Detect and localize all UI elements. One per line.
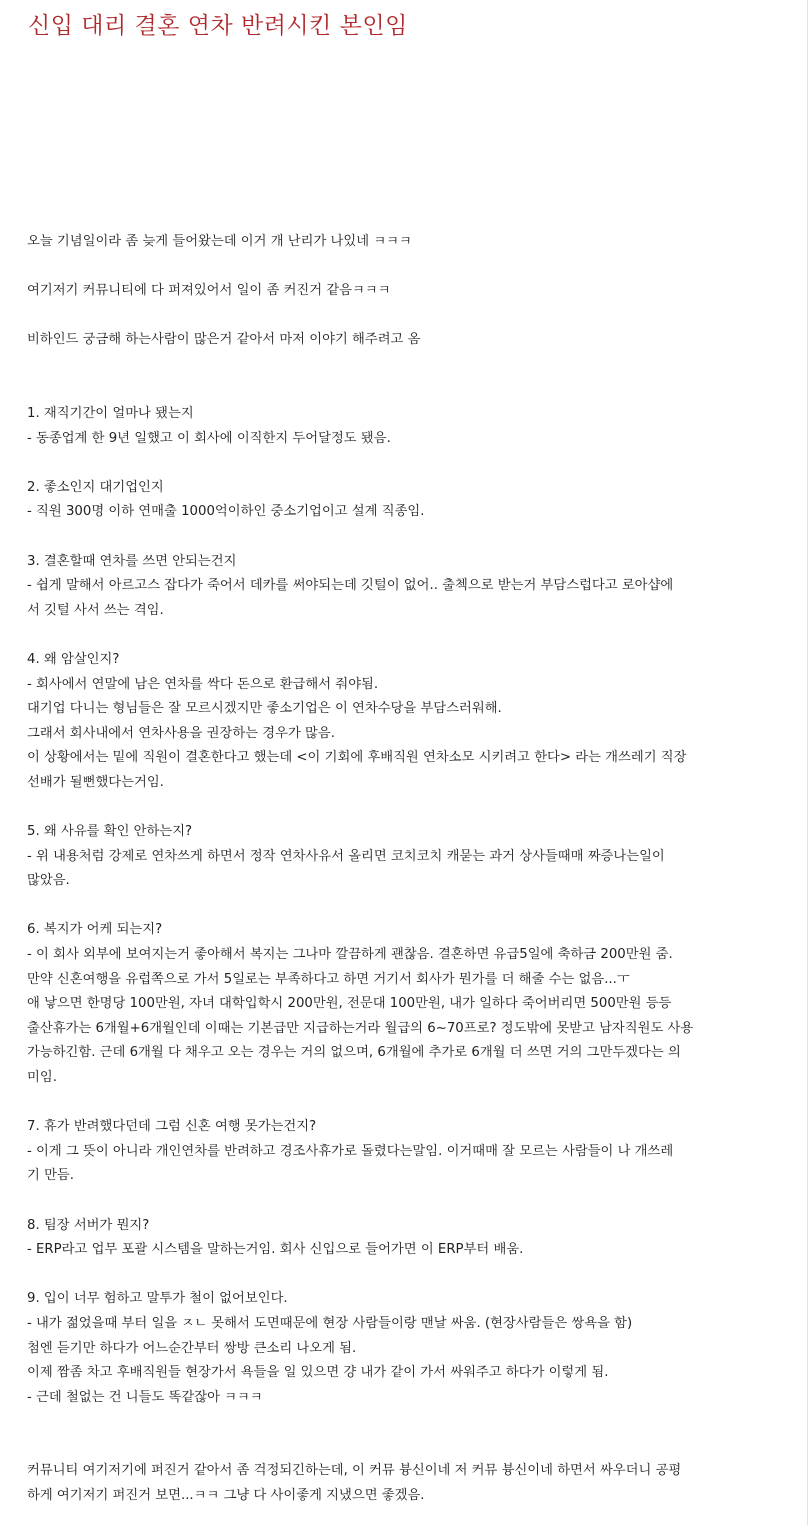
section-answer-line: 가능하긴함. 근데 6개월 다 채우고 오는 경우는 거의 없으며, 6개월에 추가로 6개월 더 쓰면 거의 그만두겠다는 의 bbox=[27, 1045, 681, 1061]
section-answer-line: - 이게 그 뜻이 아니라 개인연차를 반려하고 경조사휴가로 돌렸다는말임. 이거때매 잘 모르는 사람들이 나 개쓰레 bbox=[27, 1143, 674, 1159]
section-answer-line: 애 낳으면 한명당 100만원, 자녀 대학입학시 200만원, 전문대 100만원, 내가 일하다 죽어버리면 500만원 등등 bbox=[27, 996, 672, 1012]
section-question: 1. 재직기간이 얼마나 됐는지 bbox=[27, 405, 194, 421]
outro-line: 커뮤니티 여기저기에 퍼진거 같아서 좀 걱정되긴하는데, 이 커뮤 븅신이네 저 커뮤 븅신이네 하면서 싸우더니 공평 bbox=[27, 1463, 682, 1479]
section-answer-line: - 직원 300명 이하 연매출 1000억이하인 중소기업이고 설계 직종임. bbox=[27, 504, 425, 520]
section-answer-line: - 동종업계 한 9년 일했고 이 회사에 이직한지 두어달정도 됐음. bbox=[27, 430, 391, 446]
section-answer-line: - 위 내용처럼 강제로 연차쓰게 하면서 정작 연차사유서 올리면 코치코치 캐묻는 과거 상사들때매 짜증나는일이 bbox=[27, 848, 665, 864]
section-answer-line: 많았음. bbox=[27, 873, 70, 889]
section-question: 8. 팀장 서버가 뭔지? bbox=[27, 1217, 150, 1233]
section-answer-line: - ERP라고 업무 포괄 시스템을 말하는거임. 회사 신입으로 들어가면 이 ERP부터 배움. bbox=[27, 1242, 524, 1258]
section-question: 9. 입이 너무 험하고 말투가 철이 없어보인다. bbox=[27, 1291, 288, 1307]
section-question: 6. 복지가 어케 되는지? bbox=[27, 922, 163, 938]
section-answer-line: 기 만듬. bbox=[27, 1168, 74, 1184]
post-title: 신입 대리 결혼 연차 반려시킨 본인임 bbox=[28, 13, 408, 39]
section-question: 3. 결혼할때 연차를 쓰면 안되는건지 bbox=[27, 553, 237, 569]
section-answer-line: 대기업 다니는 형님들은 잘 모르시겠지만 좋소기업은 이 연차수당을 부담스러워해. bbox=[27, 701, 502, 717]
section-answer-line: 미임. bbox=[27, 1070, 57, 1085]
outro-line: 하게 여기저기 퍼진거 보면...ㅋㅋ 그냥 다 사이좋게 지냈으면 좋겠음. bbox=[27, 1487, 425, 1503]
section-question: 7. 휴가 반려했다던데 그럼 신혼 여행 못가는건지? bbox=[27, 1119, 317, 1135]
section-answer-line: - 이 회사 외부에 보여지는거 좋아해서 복지는 그나마 깔끔하게 괜찮음. 결혼하면 유급5일에 축하금 200만원 줌. bbox=[27, 947, 673, 963]
section-answer-line: 만약 신혼여행을 유럽쪽으로 가서 5일로는 부족하다고 하면 거기서 회사가 뭔가를 더 해줄 수는 없음...ㅜ bbox=[27, 971, 630, 987]
section-answer-line: - 쉽게 말해서 아르고스 잡다가 죽어서 데카를 써야되는데 깃털이 없어.. 출첵으로 받는거 부담스럽다고 로아샵에 bbox=[27, 578, 674, 594]
section-answer-line: - 회사에서 연말에 남은 연차를 싹다 돈으로 환급해서 줘야됨. bbox=[27, 676, 379, 692]
section-question: 5. 왜 사유를 확인 안하는지? bbox=[27, 824, 193, 840]
section-answer-line: 이제 짬좀 차고 후배직원들 현장가서 욕들을 일 있으면 걍 내가 같이 가서 싸워주고 하다가 이렇게 됨. bbox=[27, 1365, 609, 1381]
section-answer-line: 그래서 회사내에서 연차사용을 권장하는 경우가 많음. bbox=[27, 725, 335, 741]
section-answer-line: 선배가 될뻔했다는거임. bbox=[27, 774, 164, 790]
section-answer-line: 출산휴가는 6개월+6개월인데 이때는 기본급만 지급하는거라 월급의 6~70프로? 정도밖에 못받고 남자직원도 사용 bbox=[27, 1020, 694, 1036]
section-answer-line: 첨엔 듣기만 하다가 어느순간부터 쌍방 큰소리 나오게 됨. bbox=[27, 1340, 357, 1356]
section-answer-line: - 근데 철없는 건 니들도 똑같잖아 ㅋㅋㅋ bbox=[27, 1389, 263, 1405]
intro-line: 비하인드 궁금해 하는사람이 많은거 같아서 마저 이야기 해주려고 옴 bbox=[27, 332, 421, 348]
section-question: 4. 왜 암살인지? bbox=[27, 651, 120, 667]
section-question: 2. 좋소인지 대기업인지 bbox=[27, 479, 164, 495]
post-body bbox=[27, 230, 772, 1509]
intro-line: 오늘 기념일이라 좀 늦게 들어왔는데 이거 개 난리가 나있네 ㅋㅋㅋ bbox=[27, 234, 412, 249]
section-answer-line: 이 상황에서는 밑에 직원이 결혼한다고 했는데 <이 기회에 후배직원 연차소모 시키려고 한다> 라는 개쓰레기 직장 bbox=[27, 750, 687, 766]
section-answer-line: - 내가 젊었을때 부터 일을 ㅈㄴ 못해서 도면때문에 현장 사람들이랑 맨날 싸움. (현장사람들은 쌍욕을 함) bbox=[27, 1315, 633, 1331]
section-answer-line: 서 깃털 사서 쓰는 격임. bbox=[27, 602, 164, 618]
intro-line: 여기저기 커뮤니티에 다 퍼져있어서 일이 좀 커진거 같음ㅋㅋㅋ bbox=[27, 283, 391, 299]
